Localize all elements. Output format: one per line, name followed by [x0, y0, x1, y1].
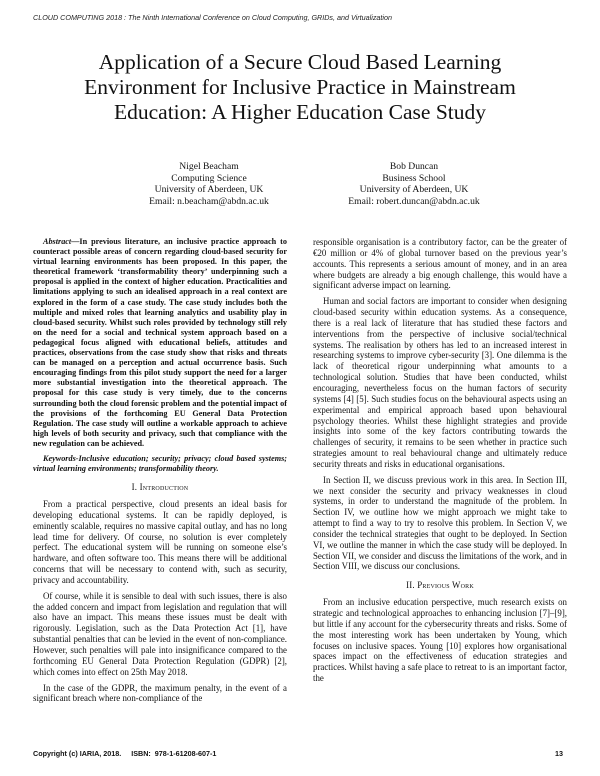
paragraph: In Section II, we discuss previous work in this area. In Section III, we next consider the security and privacy weaknesses in cloud systems, in order to understand the magnitude of the problem. In Section IV, we outline how we might approach we might take to attempt to find a way to try to resolve this problem. In Section V, we consider the technical strategies that ought to be deployed. In Section VI, we outline the manner in which the case study will be deployed. In Section VII, we consider and discuss the limitations of the work, and in Section VIII, we discuss our conclusions.: [313, 474, 567, 572]
author-block-1: [109, 161, 309, 207]
section-heading-introduction: I. Introduction: [131, 482, 189, 493]
paragraph: From an inclusive education perspective, much research exists on strategic and technological approaches to enhancing inclusion [7]–[9], but little if any account for the cybersecurity threats and risks. Some of the most interesting work has been undertaken by Young, which focuses on inclusive spaces. Young [10] explores how organisational spaces impact on the effectiveness of education strategies and practices. Whilst having a safe place to retreat to is an important factor, the: [313, 597, 567, 684]
section-heading-previous-work: II. Previous Work: [406, 580, 474, 591]
author-university: University of Aberdeen, UK: [154, 184, 264, 196]
author-department: Business School: [382, 172, 446, 184]
author-email: Email: n.beacham@abdn.ac.uk: [149, 195, 269, 207]
paper-title: Application of a Secure Cloud Based Learning Environment for Inclusive Practice in Mainstream Education: A Higher Education Case Study: [84, 50, 516, 124]
abstract: [33, 237, 287, 449]
footer-copyright: Copyright (c) IARIA, 2018. ISBN: 978-1-61208-607-1: [33, 749, 217, 758]
paragraph: In the case of the GDPR, the maximum penalty, in the event of a significant breach where non-compliance of the: [33, 682, 287, 704]
paragraph: From a practical perspective, cloud presents an ideal basis for developing educational systems. It can be rapidly deployed, is eminently scalable, requires no massive capital outlay, and has no long lead time for delivery. Of course, no solution is ever completely perfect. The educational system will be running on someone else’s hardware, and often software too. This means there will be additional concerns that will be necessary to contend with, such as security, privacy and accountability.: [33, 499, 287, 585]
conference-header: CLOUD COMPUTING 2018 : The Ninth International Conference on Cloud Computing, GRIDs, and Virtualization: [33, 13, 393, 22]
author-email: Email: robert.duncan@abdn.ac.uk: [348, 195, 480, 207]
paragraph: Human and social factors are important to consider when designing cloud-based security within education systems. As a consequence, there is a real lack of literature that has studied these factors and interventions from the perspective of inclusive social/technical systems. The realisation by others has led to an increased interest in researching systems to improve cyber-security [3]. One dilemma is the lack of theoretical rigour underpinning what amounts to a technological solution. Studies that have been conducted, whilst encouraging, nevertheless focus on the human factors of security systems [4] [5]. Such studies focus on the behavioural aspects using an experimental and empirical approach based upon behavioural psychology theories. Whilst these highlight strategies and provide insights into some of the key factors contributing towards the challenges of security, it remains to be seen whether in practice such strategies amount to real behavioural change and ultimately reduce security threats and risks in educational organisations.: [313, 296, 567, 469]
paragraph: responsible organisation is a contributory factor, can be the greater of €20 million or 4% of global turnover based on the previous year’s accounts. This represents a serious amount of money, and in an area where budgets are already a big enough challenge, this would have a significant adverse impact on learning.: [313, 237, 567, 291]
author-university: University of Aberdeen, UK: [359, 184, 469, 196]
page-number: 13: [555, 749, 563, 758]
left-column: [33, 237, 287, 709]
right-column: [313, 237, 567, 689]
keywords: Keywords-Inclusive education; security; privacy; cloud based systems; virtual learning environments; transformability theory.: [33, 453, 287, 474]
author-name: Nigel Beacham: [179, 161, 239, 172]
abstract-label: Abstract—: [43, 237, 80, 246]
abstract-text: In previous literature, an inclusive practice approach to counteract possible areas of concern regarding cloud-based security for virtual learning environments has been proposed. In this paper, the theoretical framework ‘transformability theory’ underpinning such a proposal is applied in the context of higher education. Practicalities and limitations applying to such an idealised approach in a real context are explored in the form of a case study. The case study includes both the multiple and mixed roles that learning analytics and usability play in cloud-based security. Whilst such roles provided by technology still rely on the need for a social and technical system approach based on a pedagogical focus aligned with educational beliefs, attitudes and practices, observations from the case study show that risks and threats can be managed on a perception and actual occurrence basis. Such encouraging findings from this pilot study support the need for a larger more substantial investigation into the theoretical approach. The proposal for this case study is very timely, due to the concerns surrounding both the cloud forensic problem and the potential impact of the provisions of the forthcoming EU General Data Protection Regulation. The case study will outline a workable approach to achieve high levels of both security and privacy, such that compliance with the new regulation can be achieved.: [33, 237, 287, 448]
author-department: Computing Science: [171, 172, 247, 184]
author-name: Bob Duncan: [389, 161, 439, 172]
author-block-2: [314, 161, 514, 207]
paragraph: Of course, while it is sensible to deal with such issues, there is also the added concern and impact from legislation and regulation that will also have an impact. This means these issues must be dealt with rigorously. Legislation, such as the Data Protection Act [1], have substantial penalties that can be levied in the event of non-compliance. However, such penalties will pale into insignificance compared to the forthcoming EU General Data Protection Regulation (GDPR) [2], which comes into effect on 25th May 2018.: [33, 590, 287, 677]
